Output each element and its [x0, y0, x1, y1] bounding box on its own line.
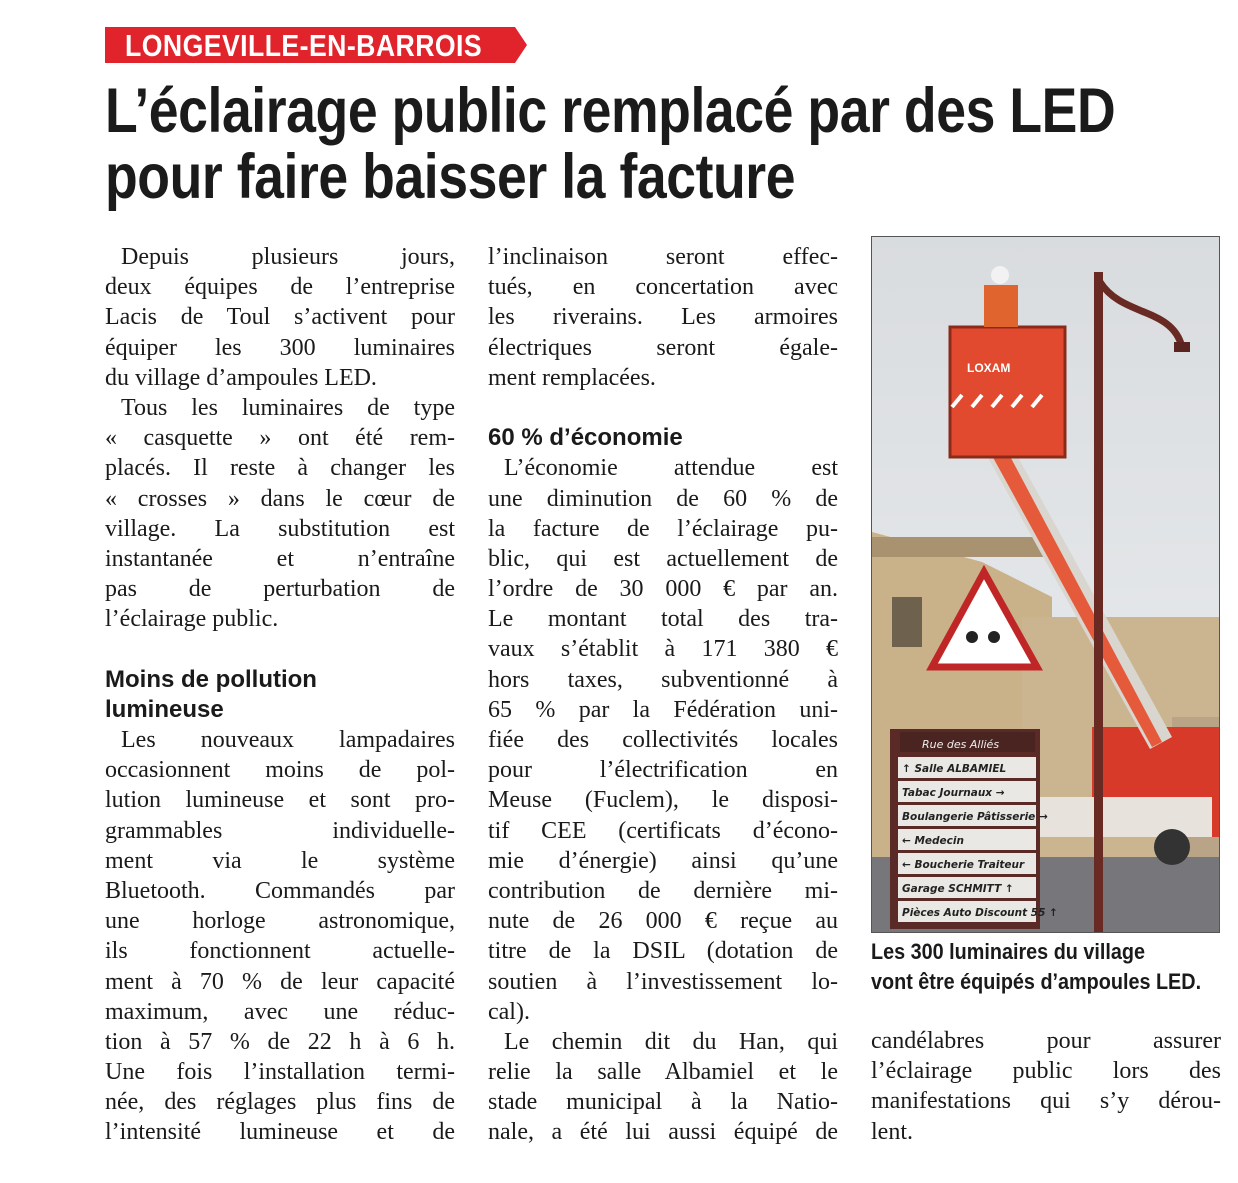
text-line: pour l’électrification en [488, 757, 838, 784]
text-line [105, 634, 455, 664]
text-line: tués, en concertation avec [488, 274, 838, 301]
text-line: une horloge astronomique, [105, 908, 455, 935]
article-column-2 [488, 242, 838, 1148]
text-line: l’éclairage public lors des [871, 1058, 1221, 1085]
text-line: la facture de l’éclairage pu- [488, 515, 838, 542]
text-line: 65 % par la Fédération uni- [488, 696, 838, 723]
section-heading: Moins de pollution [105, 665, 317, 693]
text-line: instantanée et n’entraîne [105, 545, 455, 572]
text-line: ment via le système [105, 847, 455, 874]
text-line: fiée des collectivités locales [488, 727, 838, 753]
text-line: stade municipal à la Natio- [488, 1089, 838, 1116]
text-line: les riverains. Les armoires [488, 304, 838, 331]
article-column-1 [105, 242, 455, 1148]
sign-row: Tabac Journaux → [902, 787, 1005, 799]
section-tag: LONGEVILLE-EN-BARROIS [105, 27, 515, 63]
text-line: candélabres pour assurer [871, 1028, 1221, 1054]
text-line: ils fonctionnent actuelle- [105, 938, 455, 965]
sign-row: Boulangerie Pâtisserie → [902, 811, 1048, 823]
text-line: l’éclairage public. [105, 606, 279, 633]
headline [105, 78, 1115, 210]
text-line: occasionnent moins de pol- [105, 757, 455, 784]
text-line: nute de 26 000 € reçue au [488, 908, 838, 935]
text-line: nale, a été lui aussi équipé de [488, 1119, 838, 1146]
text-line: Depuis plusieurs jours, [121, 244, 455, 270]
text-line: pas de perturbation de [105, 576, 455, 603]
photo-caption [871, 937, 1202, 997]
sign-row: Garage SCHMITT ↑ [902, 883, 1014, 895]
text-line: grammables individuelle- [105, 817, 455, 844]
text-line: hors taxes, subventionné à [488, 666, 838, 693]
text-line: « crosses » dans le cœur de [105, 485, 455, 512]
text-line: l’ordre de 30 000 € par an. [488, 576, 838, 603]
text-line: du village d’ampoules LED. [105, 364, 377, 391]
sign-header: Rue des Alliés [922, 738, 1000, 751]
headline-line: L’éclairage public remplacé par des LED [105, 76, 1116, 146]
text-line: électriques seront égale- [488, 334, 838, 361]
text-line: mie d’énergie) ainsi qu’une [488, 847, 838, 874]
text-line: Le montant total des tra- [488, 606, 838, 633]
text-line: tif CEE (certificats d’écono- [488, 817, 838, 844]
text-line: ment remplacées. [488, 364, 656, 391]
text-line: « casquette » ont été rem- [105, 425, 455, 452]
text-line: équiper les 300 luminaires [105, 334, 455, 361]
text-line: l’inclinaison seront effec- [488, 244, 838, 270]
text-line: village. La substitution est [105, 515, 455, 542]
text-line: soutien à l’investissement lo- [488, 968, 838, 995]
text-line: née, des réglages plus fins de [105, 1089, 455, 1116]
text-line: Une fois l’installation termi- [105, 1059, 455, 1086]
text-line: Tous les luminaires de type [121, 394, 455, 421]
text-line: Le chemin dit du Han, qui [504, 1028, 838, 1055]
text-line: Les nouveaux lampadaires [121, 727, 455, 753]
caption-line: Les 300 luminaires du village [871, 939, 1146, 964]
sign-row: ← Boucherie Traiteur [902, 859, 1025, 871]
text-line: titre de la DSIL (dotation de [488, 938, 838, 965]
text-line: ment à 70 % de leur capacité [105, 968, 455, 995]
text-line: blic, qui est actuellement de [488, 545, 838, 572]
text-line: une diminution de 60 % de [488, 485, 838, 512]
text-line: lent. [871, 1118, 913, 1145]
text-line: deux équipes de l’entreprise [105, 274, 455, 301]
text-line: lution lumineuse et sont pro- [105, 787, 455, 814]
sign-row: ← Medecin [902, 835, 964, 847]
text-line: cal). [488, 998, 530, 1025]
section-heading: lumineuse [105, 695, 224, 723]
text-line: vaux s’établit à 171 380 € [488, 636, 838, 663]
bucket-brand: LOXAM [967, 361, 1011, 375]
section-heading: 60 % d’économie [488, 424, 683, 452]
text-line: Meuse (Fuclem), le disposi- [488, 787, 838, 814]
article-photo [871, 236, 1220, 933]
text-line: manifestations qui s’y dérou- [871, 1088, 1221, 1115]
text-line: contribution de dernière mi- [488, 877, 838, 904]
article-column-3 [871, 1026, 1221, 1147]
sign-row: ↑ Salle ALBAMIEL [902, 763, 1007, 775]
text-line: maximum, avec une réduc- [105, 998, 455, 1025]
text-line: placés. Il reste à changer les [105, 455, 455, 482]
caption-line: vont être équipés d’ampoules LED. [871, 969, 1202, 994]
sign-row: Pièces Auto Discount 55 ↑ [902, 907, 1058, 919]
text-line: Bluetooth. Commandés par [105, 877, 455, 904]
text-line: relie la salle Albamiel et le [488, 1059, 838, 1086]
text-line: L’économie attendue est [504, 455, 838, 482]
text-line [488, 393, 838, 423]
text-line: l’intensité lumineuse et de [105, 1119, 455, 1146]
text-line: tion à 57 % de 22 h à 6 h. [105, 1028, 455, 1055]
text-line: Lacis de Toul s’activent pour [105, 304, 455, 331]
headline-line: pour faire baisser la facture [105, 142, 796, 212]
